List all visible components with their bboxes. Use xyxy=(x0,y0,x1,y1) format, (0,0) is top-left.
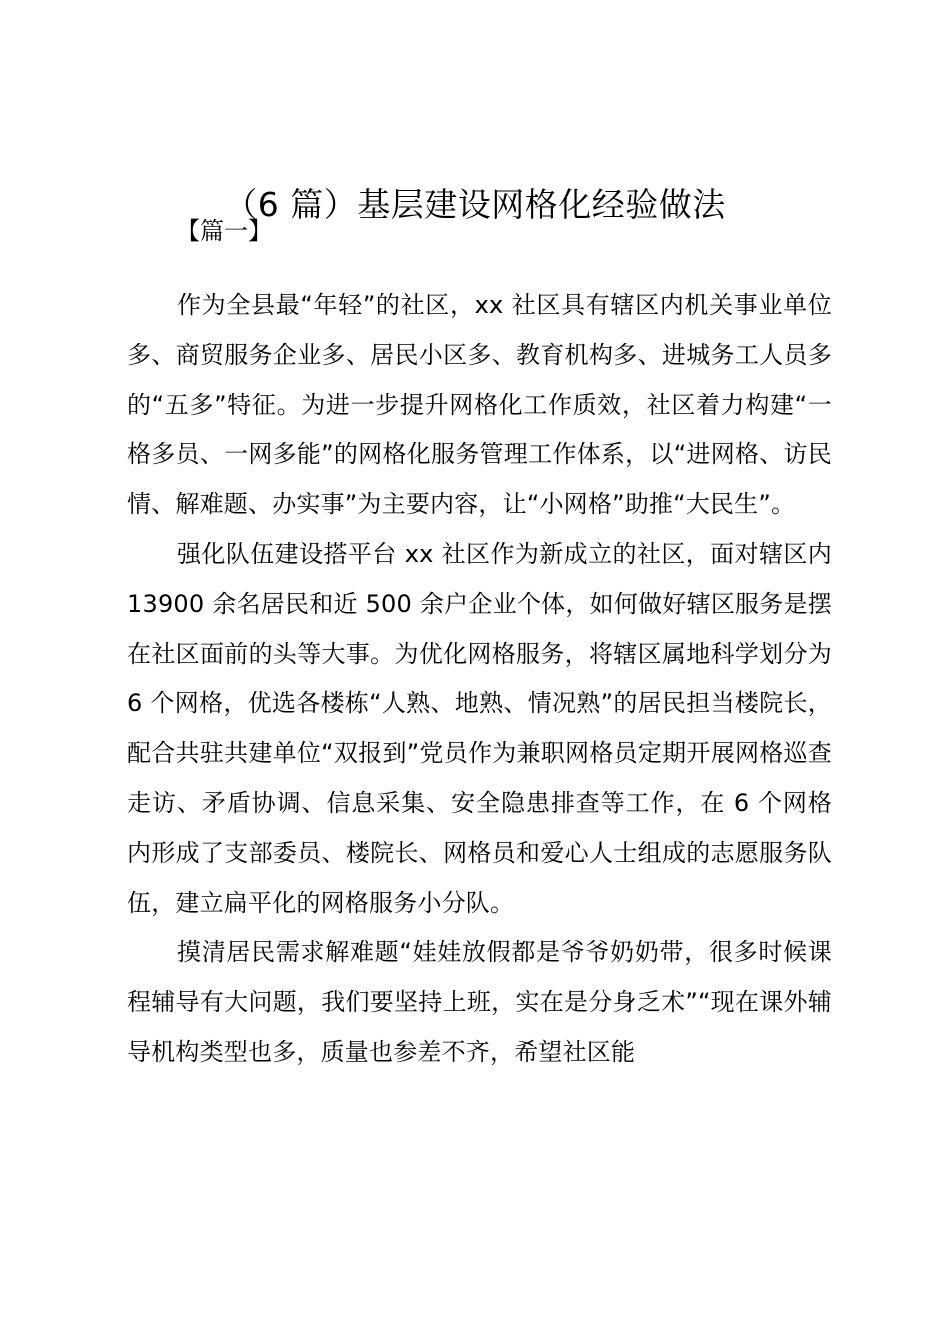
paragraph-1: 作为全县最“年轻”的社区，xx 社区具有辖区内机关事业单位多、商贸服务企业多、居民小区多、教育机构多、进城务工人员多的“五多”特征。为进一步提升网格化工作质效，社区着力构建“一格多员、一网多能”的网格化服务管理工作体系，以“进网格、访民情、解难题、办实事”为主要内容，让“小网格”助推“大民生”。 xyxy=(127,291,832,519)
section-heading: 【篇一】 xyxy=(176,217,272,245)
document-body xyxy=(127,281,832,1078)
paragraph-2: 强化队伍建设搭平台 xx 社区作为新成立的社区，面对辖区内 13900 余名居民和近 500 余户企业个体，如何做好辖区服务是摆在社区面前的头等大事。为优化网格服务，将辖区属地科学划分为 6 个网格，优选各楼栋“人熟、地熟、情况熟”的居民担当楼院长，配合共驻共建单位“双报到”党员作为兼职网格员定期开展网格巡查走访、矛盾协调、信息采集、安全隐患排查等工作，在 6 个网格内形成了支部委员、楼院长、网格员和爱心人士组成的志愿服务队伍，建立扁平化的网格服务小分队。 xyxy=(127,539,832,917)
document-title: （6 篇）基层建设网格化经验做法 xyxy=(224,185,726,224)
paragraph-3: 摸清居民需求解难题“娃娃放假都是爷爷奶奶带，很多时候课程辅导有大问题，我们要坚持上班，实在是分身乏术”“现在课外辅导机构类型也多，质量也参差不齐，希望社区能 xyxy=(127,938,832,1066)
